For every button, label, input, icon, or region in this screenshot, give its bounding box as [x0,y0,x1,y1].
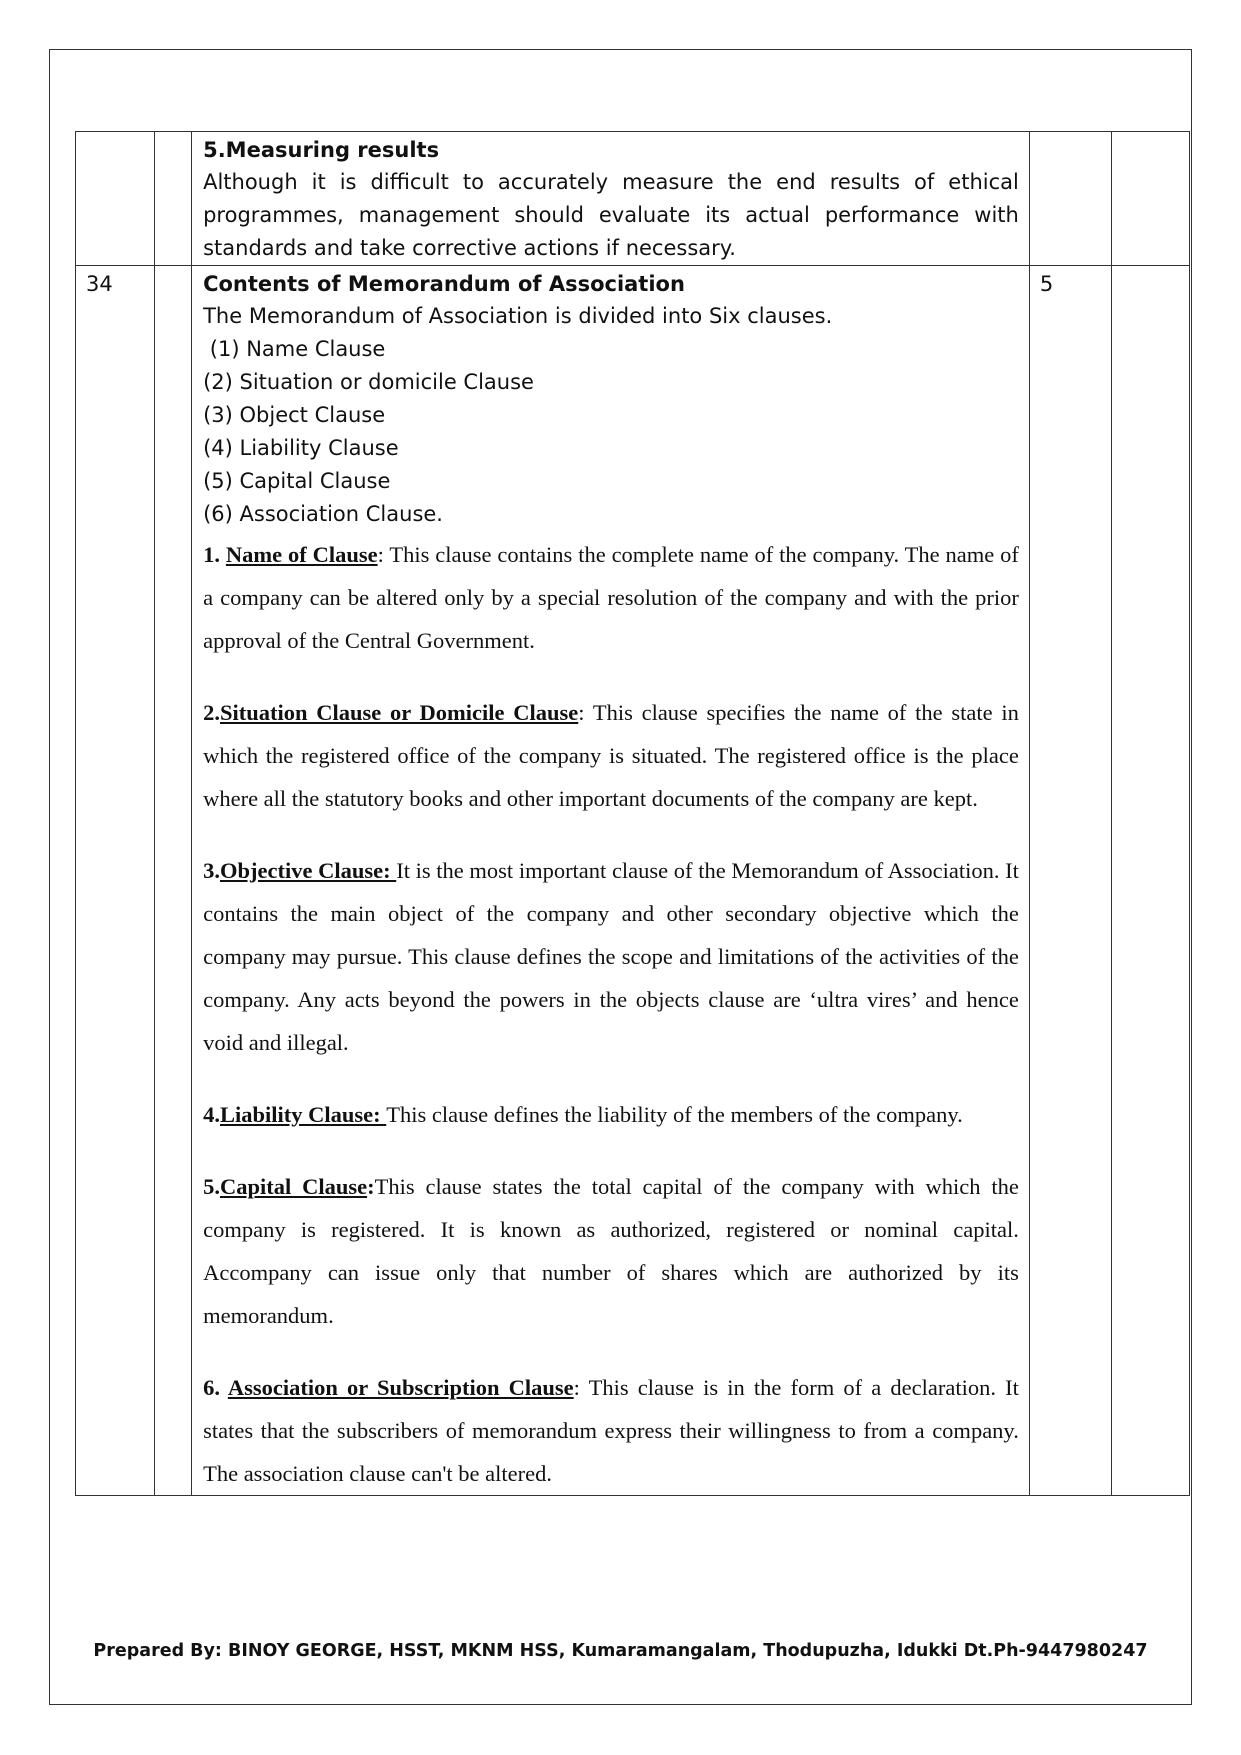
clause-text: This clause contains the complete name of the company. The name of a company can be altered only by a special resolution of the company and with the prior approval of the Central Government. [203,542,1019,653]
question-number: 34 [76,266,155,1496]
clause-text: This clause is in the form of a declaration. It states that the subscribers of memorandum express their willingness to from a company. The association clause can't be altered. [203,1375,1019,1486]
clause-number: 4. [203,1102,220,1127]
clause-title: Objective Clause: [219,858,397,883]
answer-table [75,131,1190,1496]
clause-list-item: (5) Capital Clause [203,469,391,493]
clause-list-item: (2) Situation or domicile Clause [203,370,534,394]
clause-separator: : [578,700,585,725]
clause-separator: : [367,1174,375,1199]
clause-list-item: (6) Association Clause. [203,502,443,526]
clause-number: 2. [203,700,220,725]
measuring-results-text: Although it is difficult to accurately measure the end results of ethical programmes, management should evaluate its actual performance with standards and take corrective actions if necessary. [203,170,1019,260]
clause-number: 3. [203,858,220,883]
clause-number: 1. [203,542,226,567]
clause-list-item: (3) Object Clause [203,403,386,427]
clause-separator: : [573,1375,580,1400]
blank-cell [155,132,192,266]
footer-credit: Prepared By: BINOY GEORGE, HSST, MKNM HSS, Kumaramangalam, Thodupuzha, Idukki Dt.Ph-9447980247 [93,1641,1148,1661]
clause-paragraph [203,1366,1019,1495]
memorandum-intro: The Memorandum of Association is divided into Six clauses. [203,304,833,328]
clause-title: Capital Clause [219,1174,368,1199]
clause-list-item: (1) Name Clause [203,337,386,361]
clause-title: Situation Clause or Domicile Clause [219,700,579,725]
marks-cell [1029,132,1111,266]
clause-text: This clause states the total capital of the company with which the company is registered. It is known as authorized, registered or nominal capital. Accompany can issue only that number of shares which are authorized by its memorandum. [203,1174,1019,1328]
memorandum-heading: Contents of Memorandum of Association [203,272,685,296]
clause-paragraph [203,1093,1019,1136]
clause-title: Name of Clause [225,542,378,567]
table-row [76,266,1190,1496]
answer-cell [192,132,1030,266]
clause-paragraph [203,691,1019,820]
clause-paragraph [203,1165,1019,1337]
clause-list-item: (4) Liability Clause [203,436,399,460]
marks-value: 5 [1029,266,1111,1496]
clause-title: Liability Clause: [219,1102,387,1127]
clause-text: This clause specifies the name of the state in which the registered office of the company is situated. The registered office is the place where all the statutory books and other important documents of the company are kept. [203,700,1019,811]
clause-text: It is the most important clause of the Memorandum of Association. It contains the main object of the company and other secondary objective which the company may pursue. This clause defines the scope and limitations of the activities of the company. Any acts beyond the powers in the objects clause are ‘ultra vires’ and hence void and illegal. [203,858,1019,1055]
clause-number: 6. [203,1375,228,1400]
blank-cell [155,266,192,1496]
blank-cell [1111,266,1189,1496]
blank-cell [1111,132,1189,266]
clause-separator: : [377,542,384,567]
table-row [76,132,1190,266]
question-number-cell [76,132,155,266]
clause-text: This clause defines the liability of the members of the company. [386,1102,963,1127]
clause-title: Association or Subscription Clause [227,1375,574,1400]
answer-cell [192,266,1030,1496]
measuring-results-heading: 5.Measuring results [203,138,440,162]
clause-number: 5. [203,1174,220,1199]
clause-paragraph [203,533,1019,662]
clause-paragraph [203,849,1019,1064]
